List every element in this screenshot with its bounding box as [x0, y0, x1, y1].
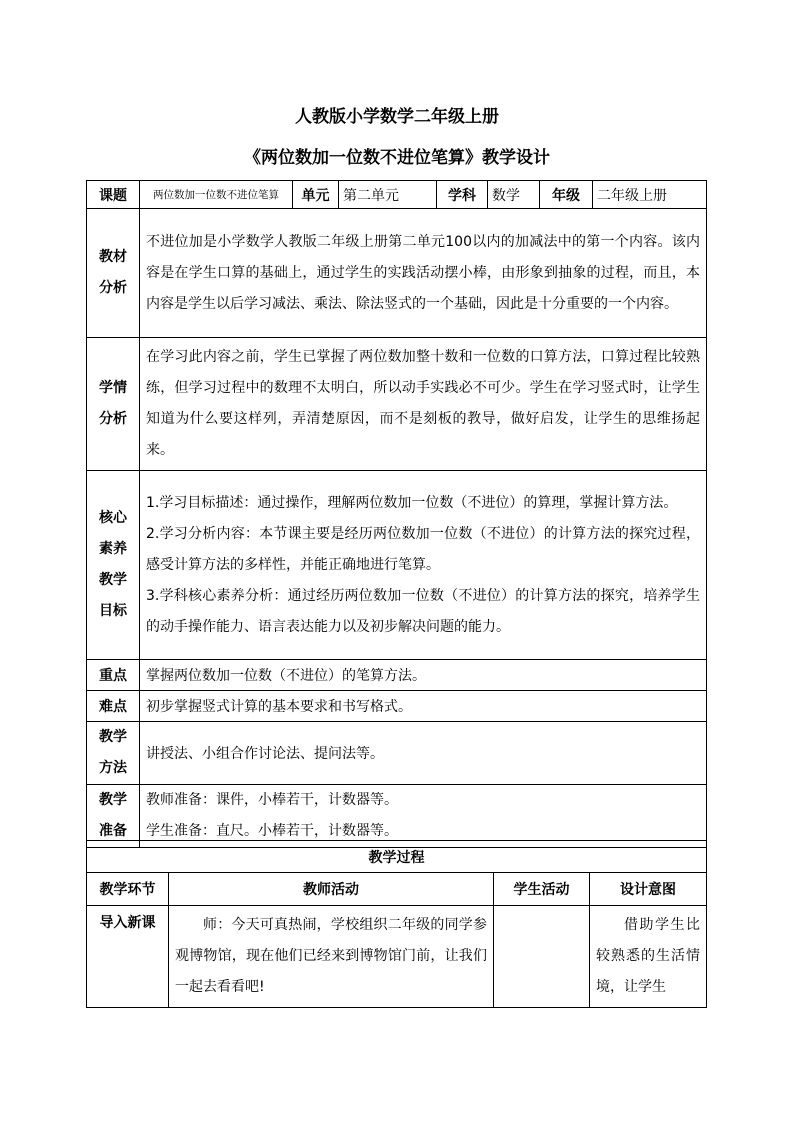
- topic-label: 课题: [87, 181, 140, 209]
- core-goals-text: [140, 471, 707, 660]
- label-line: 教学: [99, 572, 127, 588]
- col-teacher-header: 教师活动: [169, 873, 494, 906]
- key-point-label: 重点: [87, 660, 140, 691]
- core-goals-label: [87, 471, 140, 660]
- preparation-label: [87, 785, 140, 848]
- student-analysis-label: [87, 338, 140, 471]
- goal-item: 2.学习分析内容：本节课主要是经历两位数加一位数（不进位）的计算方法的探究过程，感受计算方法的多样性，并能正确地进行笔算。: [146, 525, 700, 573]
- teacher-prep: 教师准备：课件，小棒若干，计数器等。: [146, 792, 398, 808]
- student-analysis-row: [87, 338, 707, 471]
- label-line: 教学: [99, 729, 127, 745]
- difficulty-row: [87, 691, 707, 722]
- unit-value: 第二单元: [339, 181, 437, 209]
- document-subtitle: 《两位数加一位数不进位笔算》教学设计: [244, 148, 550, 168]
- student-analysis-text: 在学习此内容之前，学生已掌握了两位数加整十数和一位数的口算方法，口算过程比较熟练，但学习过程中的数理不太明白，所以动手实践必不可少。学生在学习竖式时，让学生知道为什么要这样列，弄清楚原因，而不是刻板的教导，做好启发，让学生的思维扬起来。: [140, 338, 707, 471]
- preparation-text: [140, 785, 707, 848]
- difficulty-label: 难点: [87, 691, 140, 722]
- method-row: [87, 722, 707, 785]
- teaching-process-table: [86, 840, 707, 1008]
- method-text: 讲授法、小组合作讨论法、提问法等。: [140, 722, 707, 785]
- process-row: [87, 906, 707, 1008]
- grade-value: 二年级上册: [593, 181, 707, 209]
- label-line: 教材: [99, 249, 127, 265]
- document-title: 人教版小学数学二年级上册: [295, 107, 499, 127]
- topic-value: 两位数加一位数不进位笔算: [140, 181, 293, 209]
- label-line: 分析: [99, 280, 127, 296]
- key-point-row: [87, 660, 707, 691]
- design-intent-cell: 借助学生比较熟悉的生活情境，让学生: [590, 906, 707, 1008]
- col-stage-header: 教学环节: [87, 873, 169, 906]
- grade-label: 年级: [540, 181, 593, 209]
- label-line: 分析: [99, 411, 127, 427]
- subject-value: 数学: [488, 181, 540, 209]
- label-line: 方法: [99, 760, 127, 776]
- student-prep: 学生准备：直尺。小棒若干，计数器等。: [146, 823, 398, 839]
- label-line: 核心: [99, 510, 127, 526]
- material-analysis-text: 不进位加是小学数学人教版二年级上册第二单元100以内的加减法中的第一个内容。该内容是在学生口算的基础上，通过学生的实践活动摆小棒，由形象到抽象的过程，而且，本内容是学生以后学习减法、乘法、除法竖式的一个基础，因此是十分重要的一个内容。: [140, 209, 707, 338]
- goal-item: 1.学习目标描述：通过操作，理解两位数加一位数（不进位）的算理，掌握计算方法。: [146, 494, 678, 511]
- col-student-header: 学生活动: [494, 873, 590, 906]
- material-analysis-row: [87, 209, 707, 338]
- process-title-row: [87, 841, 707, 873]
- key-point-text: 掌握两位数加一位数（不进位）的笔算方法。: [140, 660, 707, 691]
- goal-item: 3.学科核心素养分析：通过经历两位数加一位数（不进位）的计算方法的探究，培养学生的动手操作能力、语言表达能力以及初步解决问题的能力。: [146, 587, 700, 635]
- topic-row: [87, 181, 707, 209]
- teacher-activity-cell: 师：今天可真热闹，学校组织二年级的同学参观博物馆，现在他们已经来到博物馆门前，让我们一起去看看吧!: [169, 906, 494, 1008]
- subject-label: 学科: [437, 181, 488, 209]
- process-title: 教学过程: [87, 841, 707, 873]
- label-line: 学情: [99, 380, 127, 396]
- core-goals-row: [87, 471, 707, 660]
- label-line: 素养: [99, 541, 127, 557]
- label-line: 教学: [99, 792, 127, 808]
- label-line: 准备: [99, 823, 127, 839]
- lesson-info-table: [86, 180, 707, 848]
- preparation-row: [87, 785, 707, 848]
- method-label: [87, 722, 140, 785]
- material-analysis-label: [87, 209, 140, 338]
- difficulty-text: 初步掌握竖式计算的基本要求和书写格式。: [140, 691, 707, 722]
- unit-label: 单元: [293, 181, 339, 209]
- col-intent-header: 设计意图: [590, 873, 707, 906]
- student-activity-cell: [494, 906, 590, 1008]
- stage-cell: 导入新课: [87, 906, 169, 1008]
- process-header-row: [87, 873, 707, 906]
- label-line: 目标: [99, 603, 127, 619]
